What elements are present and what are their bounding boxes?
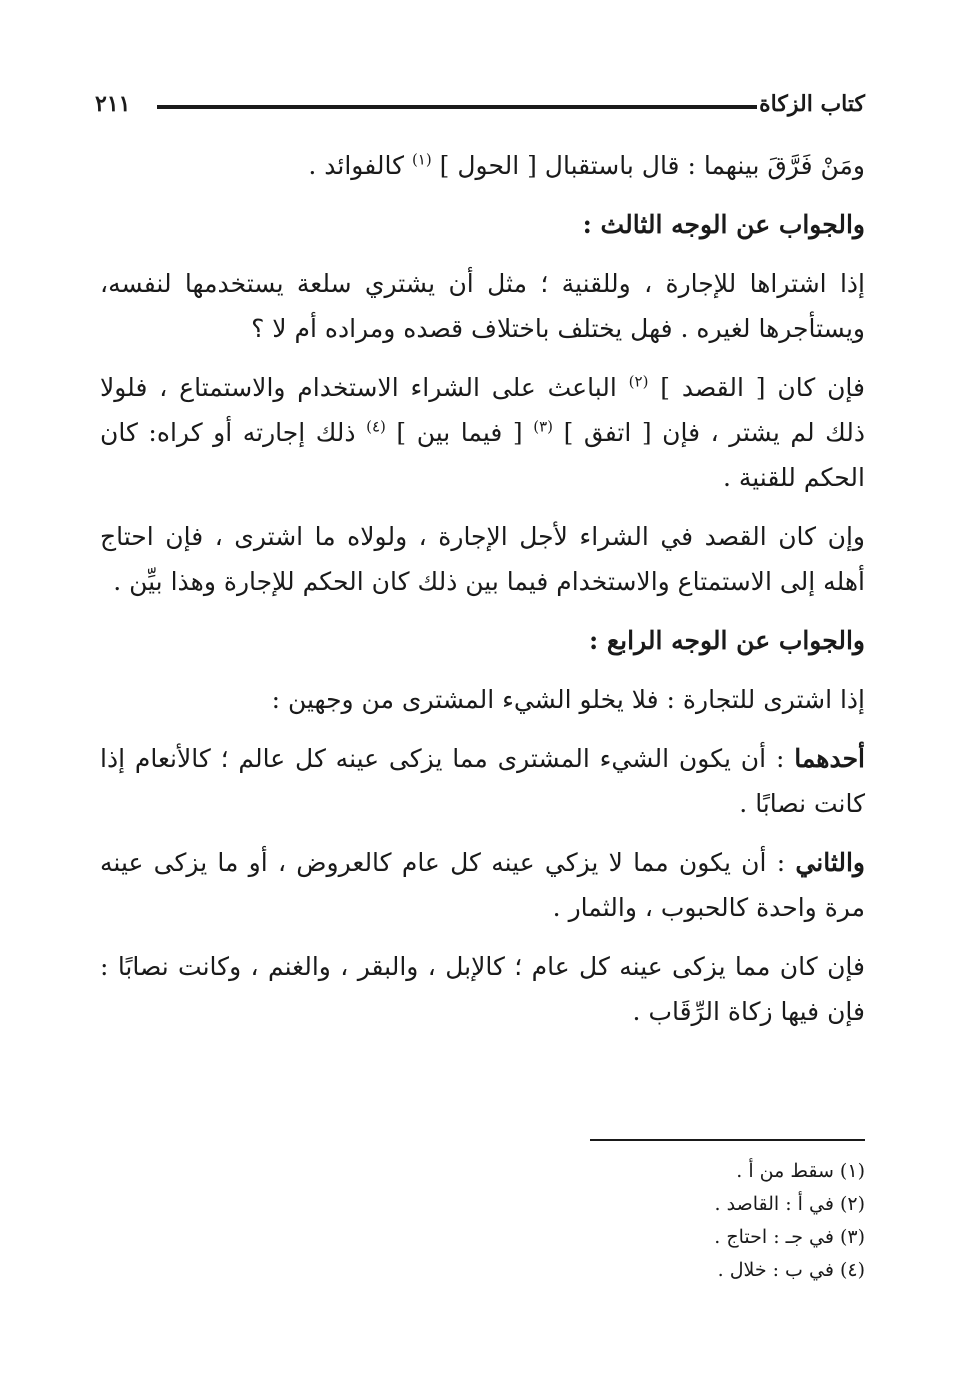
paragraph-6-lead: أحدهما [794,744,865,773]
paragraph-7-lead: والثاني [795,848,865,877]
paragraph-7 [100,840,865,930]
footnote-1: (١) سقط من أ . [736,1160,865,1182]
running-title: كتاب الزكاة [759,91,865,117]
section-heading-fourth: والجواب عن الوجه الرابع : [588,626,865,655]
footnote-ref-3: (٣) [533,417,554,436]
paragraph-6 [100,736,865,826]
paragraph-3-part-c: [ فيما بين ] [385,418,534,447]
paragraph-5: إذا اشترى للتجارة : فلا يخلو الشيء المشترى من وجهين : [271,685,865,714]
page-header [95,86,865,122]
footnote-ref-2: (٢) [628,372,649,391]
main-text [100,143,865,1048]
paragraph-1 [100,143,865,188]
paragraph-4: وإن كان القصد في الشراء لأجل الإجارة ، ولولاه ما اشترى ، فإن احتاج أهله إلى الاستمتاع والاستخدام فيما بين ذلك كان الحكم للإجارة وهذا بيِّن . [100,522,865,596]
paragraph-8: فإن كان مما يزكى عينه كل عام ؛ كالإبل ، والبقر ، والغنم ، وكانت نصابًا : فإن فيها زكاة الرِّقَاب . [100,952,865,1026]
paragraph-3-part-a: فإن كان [ القصد ] [648,373,865,402]
paragraph-7-text: : أن يكون مما لا يزكي عينه كل عام كالعروض ، أو ما يزكى عينه مرة واحدة كالحبوب ، والثمار . [100,848,865,922]
paragraph-3-part-b: الباعث على الشراء الاستخدام والاستمتاع ، فلولا ذلك لم يشتر ، فإن [ اتفق ] [100,373,865,447]
page-number: ٢١١ [95,91,131,117]
footnote-3: (٣) في جـ : احتاج . [714,1226,865,1248]
footnote-rule [590,1139,865,1141]
paragraph-2: إذا اشتراها للإجارة ، وللقنية ؛ مثل أن يشتري سلعة يستخدمها لنفسه، ويستأجرها لغيره . فهل يختلف باختلاف قصده ومراده أم لا ؟ [100,269,865,343]
paragraph-1-part-a: ومَنْ فَرَّقَ بينهما : قال باستقبال [ الحول ] [431,151,865,180]
footnote-ref-4: (٤) [366,417,386,436]
footnote-2: (٢) في أ : القاصد . [714,1193,865,1215]
header-rule [157,105,757,109]
footnote-4: (٤) في ب : خلال . [717,1259,865,1281]
paragraph-3 [100,365,865,500]
footnotes [100,1155,865,1287]
paragraph-3-part-d: ذلك إجارته أو كراه: كان الحكم للقنية . [100,418,865,492]
paragraph-6-text: : أن يكون الشيء المشترى مما يزكى عينه كل عالم ؛ كالأنعام إذا كانت نصابًا . [100,744,865,818]
paragraph-1-part-b: كالفوائد . [308,151,412,180]
footnote-ref-1: (١) [411,150,432,169]
section-heading-third: والجواب عن الوجه الثالث : [582,210,865,239]
